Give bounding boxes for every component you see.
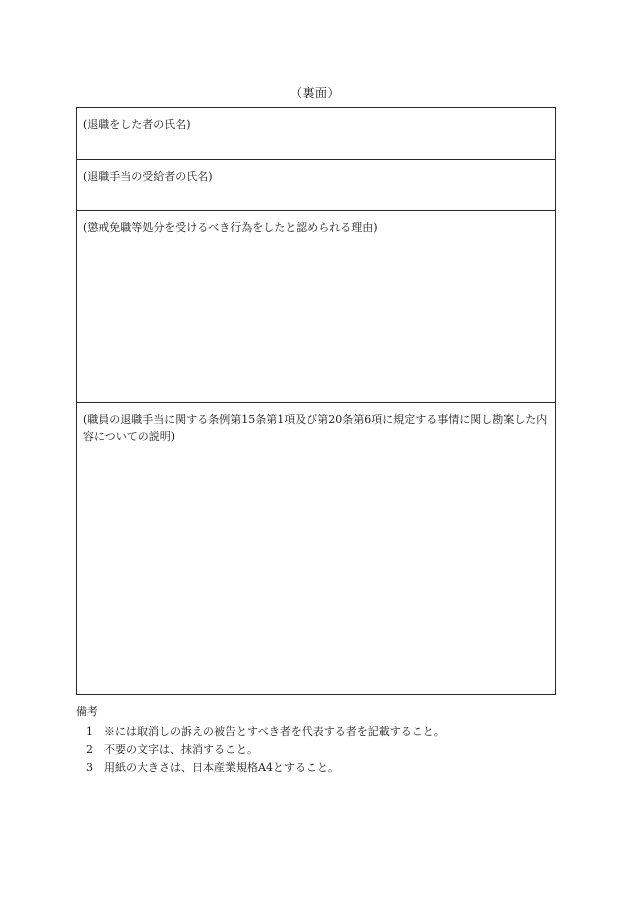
form-table — [76, 107, 556, 695]
considerations-explanation-field[interactable] — [77, 403, 555, 694]
note-item — [76, 741, 556, 758]
dismissal-reason-label: (懲戒免職等処分を受けるべき行為をしたと認められる理由) — [83, 221, 378, 234]
note-item — [76, 759, 556, 776]
retiree-name-field[interactable] — [77, 108, 555, 160]
recipient-name-label: (退職手当の受給者の氏名) — [83, 170, 213, 183]
note-text: 不要の文字は、抹消すること。 — [104, 743, 258, 756]
note-number: 2 — [86, 743, 93, 756]
note-text: ※には取消しの訴えの被告とすべき者を代表する者を記載すること。 — [104, 725, 445, 738]
dismissal-reason-field[interactable] — [77, 211, 555, 403]
notes-section — [76, 704, 556, 777]
notes-heading: 備考 — [76, 705, 98, 718]
note-text: 用紙の大きさは、日本産業規格A4とすること。 — [104, 761, 339, 774]
note-number: 3 — [86, 761, 93, 774]
considerations-explanation-label: (職員の退職手当に関する条例第15条第1項及び第20条第6項に規定する事情に関し勘案した内容についての説明) — [83, 413, 548, 443]
retiree-name-label: (退職をした者の氏名) — [83, 118, 191, 131]
note-item — [76, 723, 556, 740]
note-number: 1 — [86, 725, 93, 738]
recipient-name-field[interactable] — [77, 160, 555, 211]
page-title: （裏面） — [289, 86, 340, 100]
